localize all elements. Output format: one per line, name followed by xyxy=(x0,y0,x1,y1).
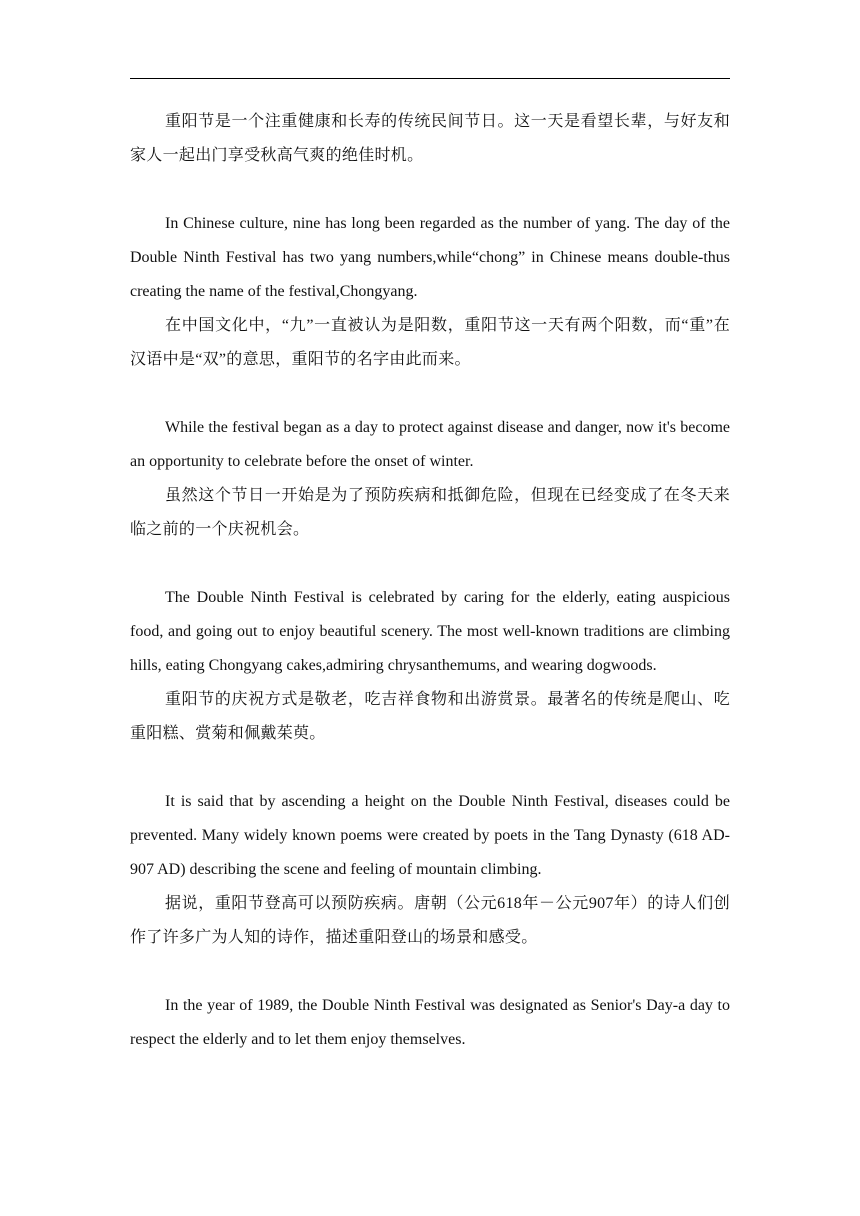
paragraph-en-traditions: The Double Ninth Festival is celebrated by caring for the elderly, eating auspicious food, and going out to enjoy beautiful scenery. The most well-known traditions are climbing hills, eating Chongyang cakes,admiring chrysanthemums, and wearing dogwoods. xyxy=(130,589,730,674)
paragraph-zh-celebrate-winter: 虽然这个节日一开始是为了预防疾病和抵御危险，但现在已经变成了在冬天来临之前的一个庆祝机会。 xyxy=(130,487,730,538)
paragraph-gap xyxy=(130,751,730,785)
paragraph-gap xyxy=(130,955,730,989)
paragraph-zh-ascending-height: 据说，重阳节登高可以预防疾病。唐朝（公元618年－公元907年）的诗人们创作了许多广为人知的诗作，描述重阳登山的场景和感受。 xyxy=(130,895,730,946)
paragraph-gap xyxy=(130,547,730,581)
paragraph-en-ascending-height: It is said that by ascending a height on the Double Ninth Festival, diseases could be prevented. Many widely known poems were created by poets in the Tang Dynasty (618 AD-907 AD) describing the scene and feeling of mountain climbing. xyxy=(130,793,730,878)
paragraph-zh-health-longevity: 重阳节是一个注重健康和长寿的传统民间节日。这一天是看望长辈，与好友和家人一起出门享受秋高气爽的绝佳时机。 xyxy=(130,113,730,164)
paragraph-gap xyxy=(130,173,730,207)
header-rule xyxy=(130,78,730,79)
paragraph-en-seniors-day: In the year of 1989, the Double Ninth Festival was designated as Senior's Day-a day to respect the elderly and to let them enjoy themselves. xyxy=(130,997,730,1048)
document-body xyxy=(130,105,730,1057)
paragraph-zh-number-yang: 在中国文化中，“九”一直被认为是阳数，重阳节这一天有两个阳数，而“重”在汉语中是“双”的意思，重阳节的名字由此而来。 xyxy=(130,317,730,368)
paragraph-en-number-yang: In Chinese culture, nine has long been regarded as the number of yang. The day of the Double Ninth Festival has two yang numbers,while“chong” in Chinese means double-thus creating the name of the festival,Chongyang. xyxy=(130,215,730,300)
paragraph-gap xyxy=(130,377,730,411)
paragraph-zh-traditions: 重阳节的庆祝方式是敬老，吃吉祥食物和出游赏景。最著名的传统是爬山、吃重阳糕、赏菊和佩戴茱萸。 xyxy=(130,691,730,742)
paragraph-en-celebrate-winter: While the festival began as a day to protect against disease and danger, now it's become an opportunity to celebrate before the onset of winter. xyxy=(130,419,730,470)
